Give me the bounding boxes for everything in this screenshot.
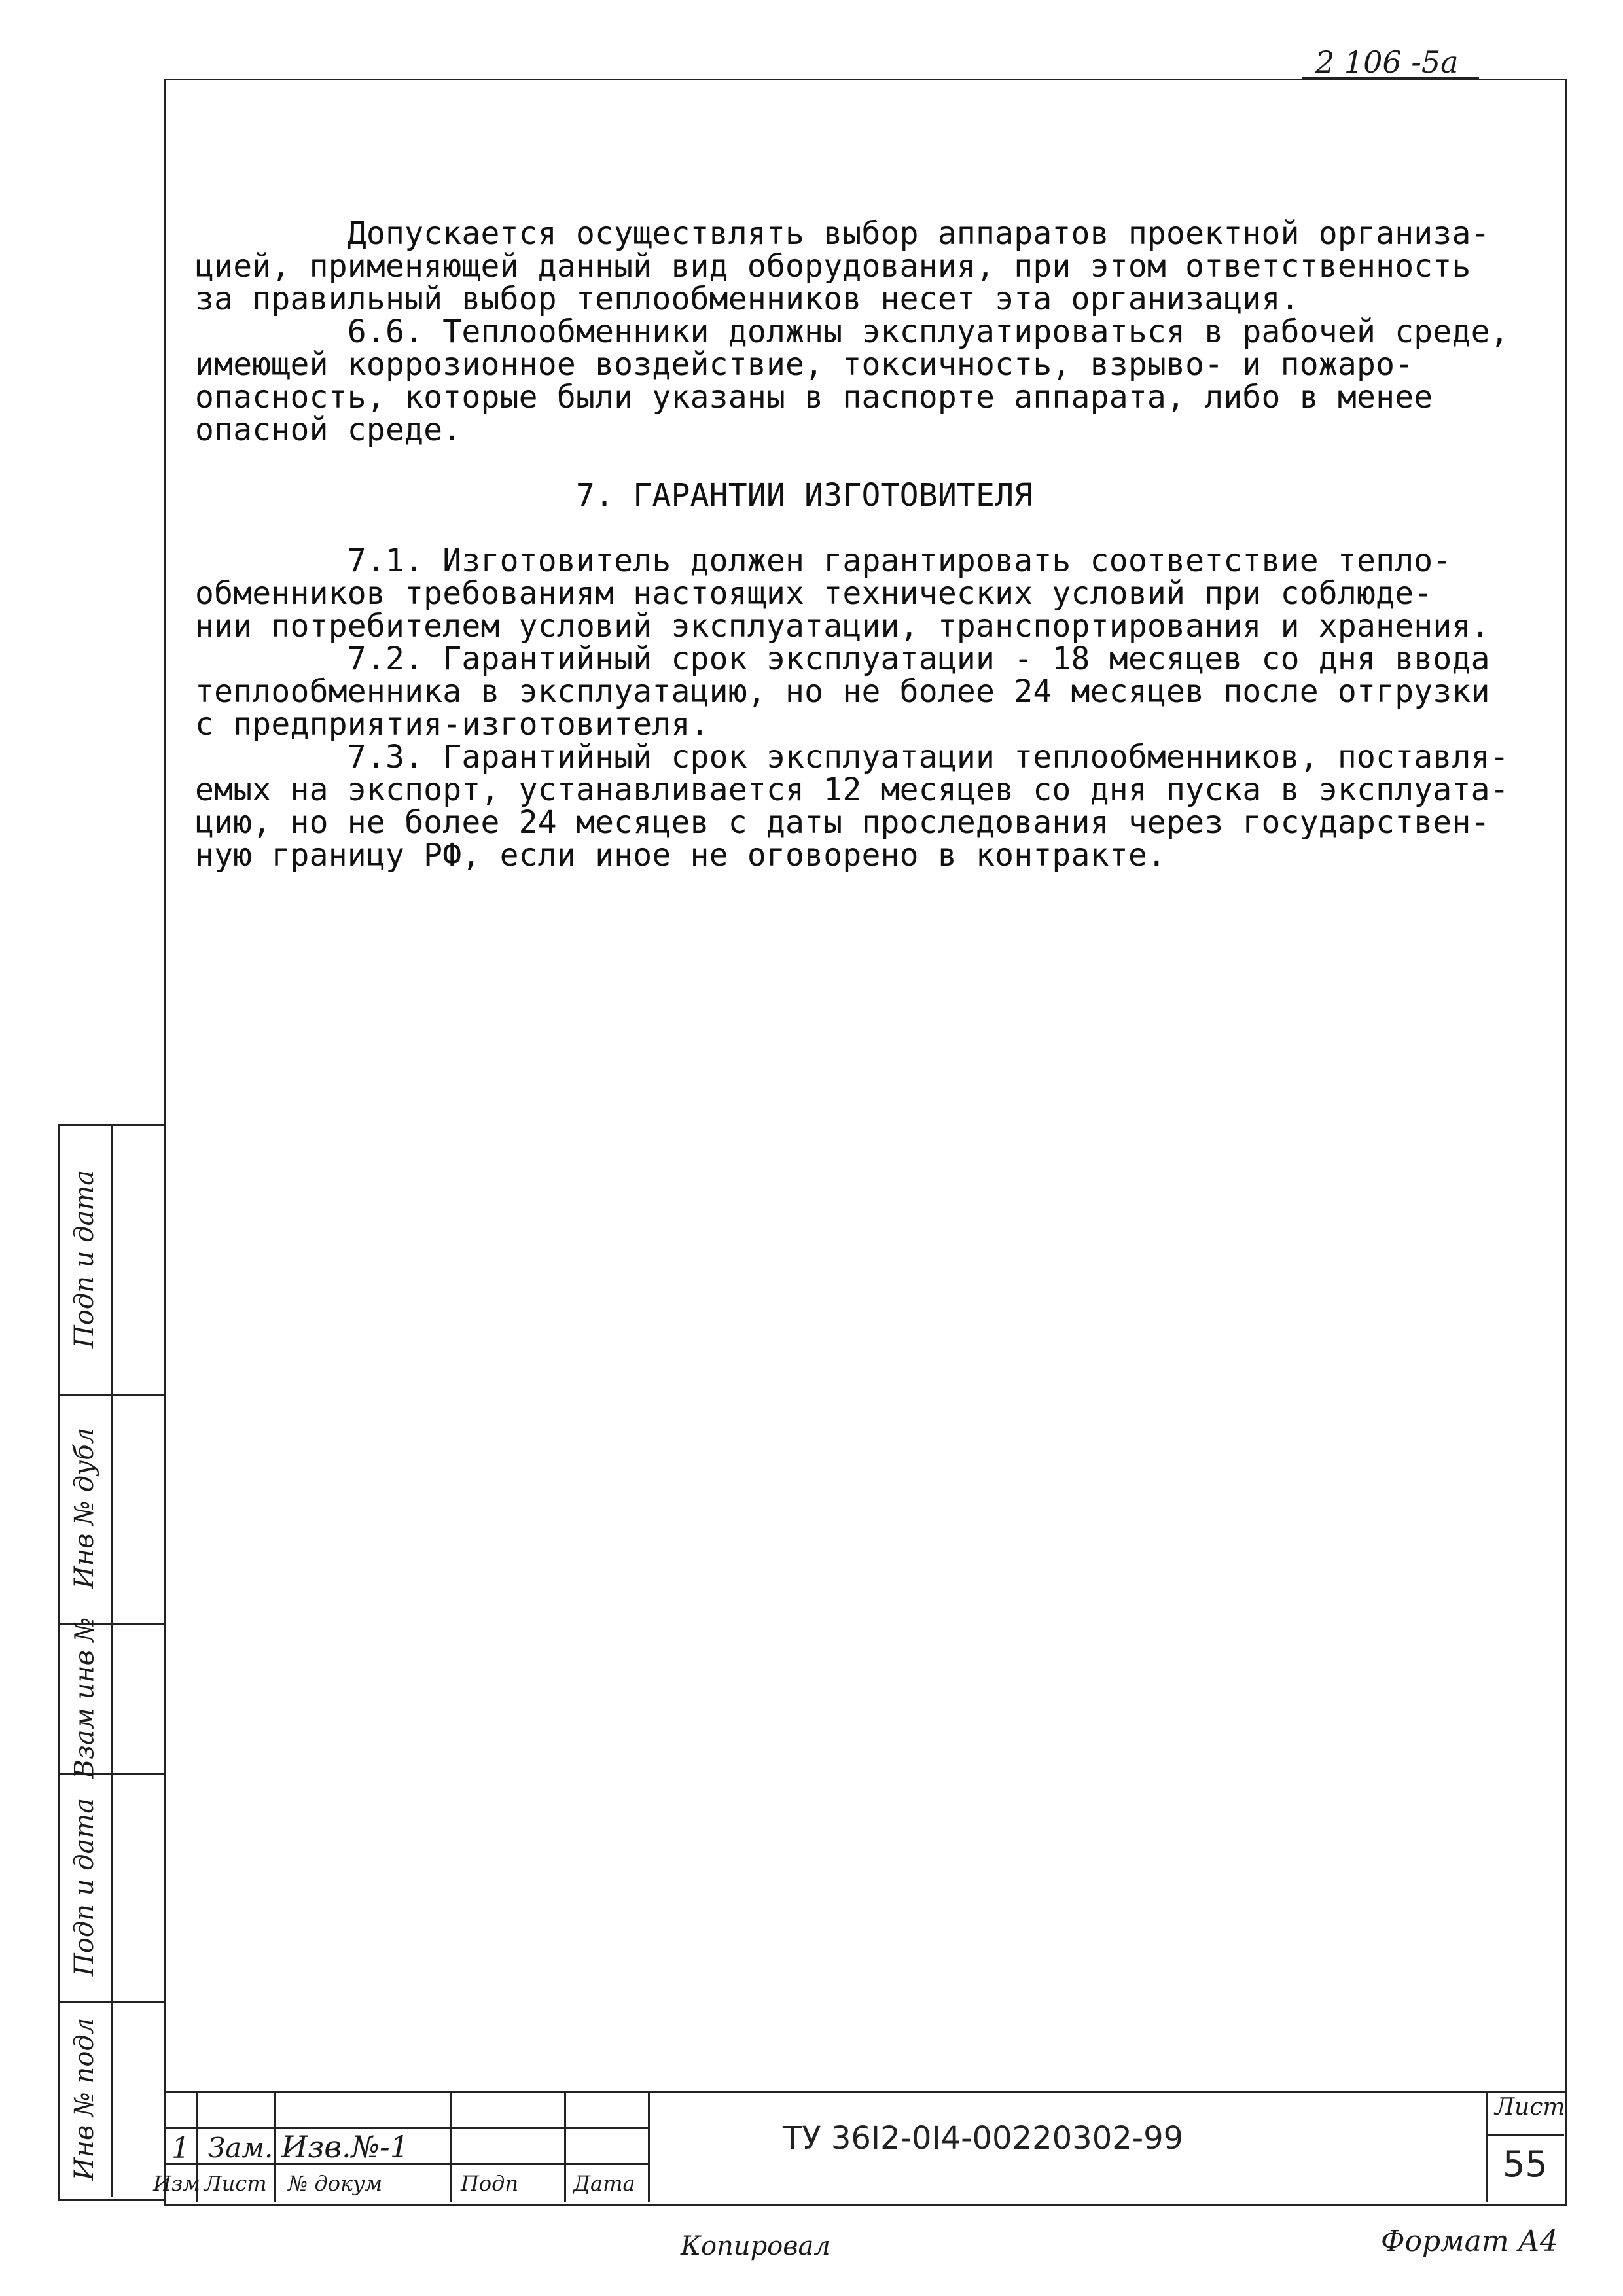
body-line: опасность, которые были указаны в паспорте аппарата, либо в менее [195,379,1433,415]
sheet-label: Лист [1495,2094,1565,2121]
body-line: обменников требованиям настоящих технических условий при соблюде- [195,575,1433,612]
document-code: ТУ 36I2-0I4-00220302-99 [783,2120,1184,2157]
col-izm: Изм [153,2171,200,2196]
body-line: 7.3. Гарантийный срок эксплуатации теплообменников, поставля- [195,739,1509,775]
body-line: имеющей коррозионное воздействие, токсичность, взрыво- и пожаро- [195,346,1414,383]
sheet-code: 2 106 -5a [1315,44,1459,80]
body-line: 7.1. Изготовитель должен гарантировать соответствие тепло- [195,542,1452,579]
body-line: с предприятия-изготовителя. [195,706,709,743]
binding-strip-divider [111,1124,113,2197]
rev-izm: 1 [171,2132,190,2165]
footer-format: Формат А4 [1381,2225,1558,2258]
body-line: 6.6. Теплообменники должны эксплуатироваться в рабочей среде, [195,313,1509,350]
col-data: Дата [573,2171,635,2196]
sheet-number: 55 [1503,2144,1548,2185]
col-list: Лист [204,2171,267,2196]
col-podp: Подп [461,2171,519,2196]
rev-list: Зам. [208,2132,274,2164]
body-line: ную границу РФ, если иное не оговорено в контракте. [195,837,1167,874]
body-line: Допускается осуществлять выбор аппаратов проектной организа- [195,215,1490,252]
body-line: за правильный выбор теплообменников несет эта организация. [195,281,1300,317]
col-doc-no: № докум [288,2171,383,2196]
strip-label-vzam-inv: Взам инв № [69,1617,99,1779]
body-line: 7.2. Гарантийный срок эксплуатации - 18 месяцев со дня ввода [195,641,1490,677]
body-line: нии потребителем условий эксплуатации, транспортирования и хранения. [195,608,1490,645]
body-line: опасной среде. [195,412,462,448]
body-line: 7. ГАРАНТИИ ИЗГОТОВИТЕЛЯ [195,477,1033,514]
strip-label-podp-data-1: Подп и дата [69,1169,99,1349]
body-line: теплообменника в эксплуатацию, но не более 24 месяцев после отгрузки [195,673,1490,710]
body-line: емых на экспорт, устанавливается 12 месяцев со дня пуска в эксплуата- [195,771,1509,808]
strip-label-podp-data-2: Подп и дата [69,1797,99,1977]
footer-copied: Копировал [681,2231,830,2261]
strip-label-inv-dubl: Инв № дубл [69,1427,100,1589]
strip-label-inv-podl: Инв № подл [69,2017,99,2181]
body-line: цией, применяющей данный вид оборудования, при этом ответственность [195,248,1471,285]
rev-doc-no: Изв.№-1 [281,2129,409,2164]
body-line: цию, но не более 24 месяцев с даты проследования через государствен- [195,804,1490,841]
